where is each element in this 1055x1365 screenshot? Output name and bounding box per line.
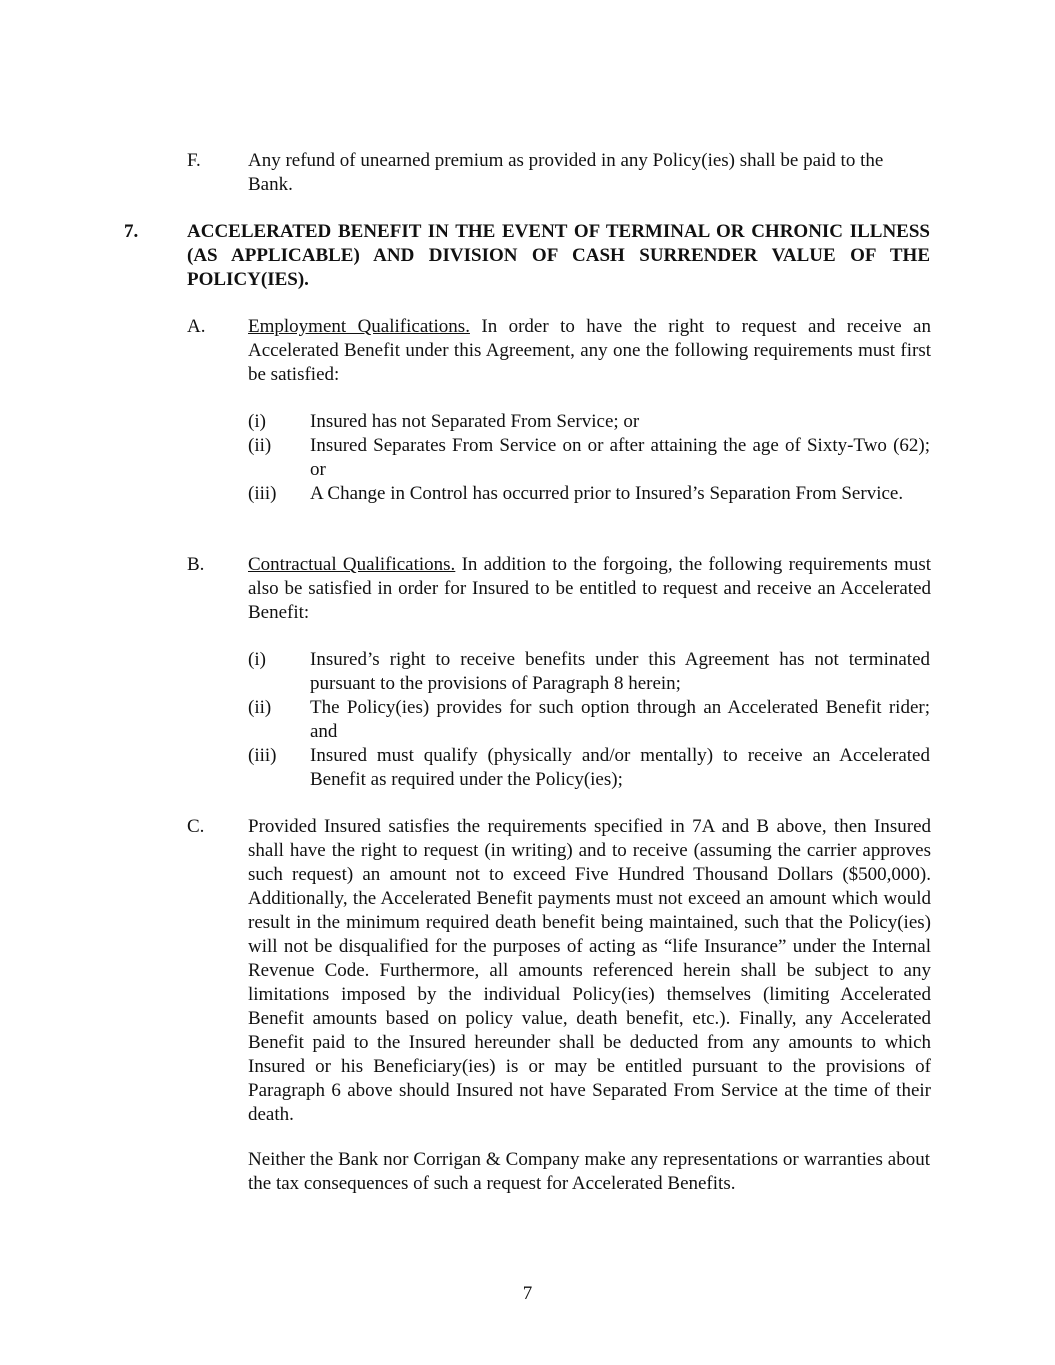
list-item-label: (ii) (248, 697, 272, 718)
disclaimer-text: Neither the Bank nor Corrigan & Company make any representations or warranties about the tax consequences of such a request for Accelerated Benefits. (248, 1149, 930, 1194)
list-item (248, 434, 932, 482)
list-item-label: (iii) (248, 483, 277, 504)
paragraph-a (187, 315, 932, 387)
paragraph-c-label: C. (187, 816, 205, 837)
list-item-text: Insured must qualify (physically and/or mentally) to receive an Accelerated Benefit as required under the Policy(ies); (310, 745, 930, 790)
list-item (248, 648, 932, 696)
list-item-text: Insured has not Separated From Service; or (310, 411, 640, 432)
paragraph-c (187, 815, 932, 1127)
list-item-label: (i) (248, 649, 266, 670)
paragraph-a-body (248, 315, 931, 387)
paragraph-b-label: B. (187, 554, 205, 575)
list-item (248, 482, 932, 530)
list-item-text: A Change in Control has occurred prior to Insured’s Separation From Service. (310, 483, 904, 504)
list-item-text: The Policy(ies) provides for such option through an Accelerated Benefit rider; and (310, 697, 930, 742)
paragraph-c-text: Provided Insured satisfies the requirements specified in 7A and B above, then Insured shall have the right to request (in writing) and to receive (assuming the carrier approves such request) an amount not to exceed Five Hundred Thousand Dollars ($500,000). Additionally, the Accelerated Benefit payments must not exceed an amount which would result in the minimum required death benefit being maintained, such that the Policy(ies) will not be disqualified for the purposes of acting as “life Insurance” under the Internal Revenue Code. Furthermore, all amounts referenced herein shall be subject to any limitations imposed by the individual Policy(ies) themselves (limiting Accelerated Benefit amounts based on policy value, death benefit, etc.). Finally, any Accelerated Benefit paid to the Insured hereunder shall be deducted from any amounts to which Insured or his Beneficiary(ies) is or may be entitled pursuant to the provisions of Paragraph 6 above should Insured not have Separated From Service at the time of their death. (248, 816, 931, 1125)
paragraph-b-text: In addition to the forgoing, the following requirements must also be satisfied in order for Insured to be entitled to request and receive an Accelerated Benefit: (248, 554, 931, 623)
section-number: 7. (124, 221, 139, 242)
list-item-label: (iii) (248, 745, 277, 766)
paragraph-b-body (248, 553, 931, 625)
paragraph-b-title: Contractual Qualifications. (248, 554, 456, 575)
list-item (248, 744, 932, 792)
page-number: 7 (522, 1283, 533, 1304)
item-f-label: F. (187, 150, 201, 171)
paragraph-b (187, 553, 932, 625)
list-item (248, 696, 932, 744)
list-item-text: Insured’s right to receive benefits under this Agreement has not terminated pursuant to the provisions of Paragraph 8 herein; (310, 649, 930, 694)
list-item (248, 410, 932, 434)
paragraph-a-label: A. (187, 316, 206, 337)
section-title: ACCELERATED BENEFIT IN THE EVENT OF TERMINAL OR CHRONIC ILLNESS (AS APPLICABLE) AND DIVISION OF CASH SURRENDER VALUE OF THE POLICY(IES). (187, 221, 930, 290)
item-f (187, 149, 932, 197)
paragraph-a-text: In order to have the right to request and receive an Accelerated Benefit under this Agreement, any one the following requirements must first be satisfied: (248, 316, 931, 385)
disclaimer-paragraph (248, 1148, 932, 1196)
list-item-text: Insured Separates From Service on or after attaining the age of Sixty-Two (62); or (310, 435, 930, 480)
paragraph-a-title: Employment Qualifications. (248, 316, 470, 337)
list-item-label: (i) (248, 411, 266, 432)
list-item-label: (ii) (248, 435, 272, 456)
item-f-text: Any refund of unearned premium as provided in any Policy(ies) shall be paid to the Bank. (248, 150, 884, 195)
section-7-heading (124, 220, 932, 292)
